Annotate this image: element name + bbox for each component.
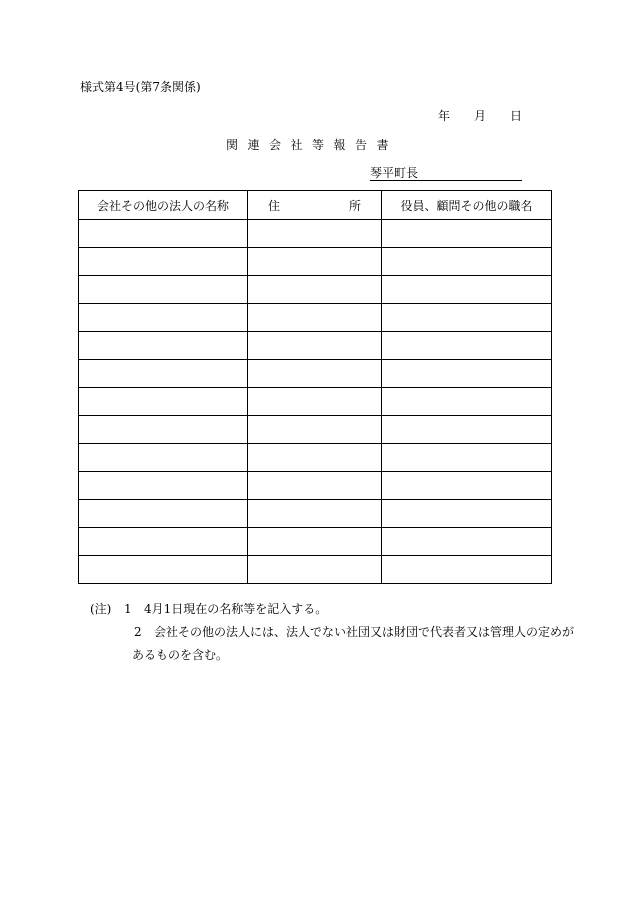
cell-address[interactable] bbox=[248, 556, 382, 584]
note-item bbox=[90, 621, 574, 644]
notes-label: (注) bbox=[90, 602, 112, 616]
table-row bbox=[79, 248, 552, 276]
column-header-officer-title: 役員、顧問その他の職名 bbox=[382, 191, 552, 220]
cell-address[interactable] bbox=[248, 360, 382, 388]
cell-officer-title[interactable] bbox=[382, 360, 552, 388]
table-row bbox=[79, 444, 552, 472]
cell-officer-title[interactable] bbox=[382, 528, 552, 556]
cell-company-name[interactable] bbox=[79, 304, 248, 332]
cell-company-name[interactable] bbox=[79, 500, 248, 528]
table-row bbox=[79, 472, 552, 500]
cell-company-name[interactable] bbox=[79, 220, 248, 248]
notes-section bbox=[90, 598, 574, 667]
table-header-row bbox=[79, 191, 552, 220]
cell-address[interactable] bbox=[248, 220, 382, 248]
column-header-address-part1: 住 bbox=[268, 198, 281, 213]
note-item bbox=[90, 598, 574, 621]
table-row bbox=[79, 304, 552, 332]
table-row bbox=[79, 556, 552, 584]
cell-company-name[interactable] bbox=[79, 332, 248, 360]
cell-company-name[interactable] bbox=[79, 276, 248, 304]
table-row bbox=[79, 388, 552, 416]
cell-officer-title[interactable] bbox=[382, 276, 552, 304]
cell-address[interactable] bbox=[248, 304, 382, 332]
cell-company-name[interactable] bbox=[79, 556, 248, 584]
cell-address[interactable] bbox=[248, 248, 382, 276]
cell-officer-title[interactable] bbox=[382, 472, 552, 500]
cell-address[interactable] bbox=[248, 276, 382, 304]
table-row bbox=[79, 220, 552, 248]
table-row bbox=[79, 332, 552, 360]
cell-address[interactable] bbox=[248, 528, 382, 556]
note-number: 1 bbox=[124, 602, 132, 616]
cell-address[interactable] bbox=[248, 332, 382, 360]
table-row bbox=[79, 528, 552, 556]
cell-company-name[interactable] bbox=[79, 416, 248, 444]
table-row bbox=[79, 360, 552, 388]
note-text: 会社その他の法人には、法人でない社団又は財団で代表者又は管理人の定めが bbox=[154, 625, 575, 639]
column-header-company-name: 会社その他の法人の名称 bbox=[79, 191, 248, 220]
cell-officer-title[interactable] bbox=[382, 556, 552, 584]
cell-officer-title[interactable] bbox=[382, 416, 552, 444]
cell-officer-title[interactable] bbox=[382, 332, 552, 360]
cell-address[interactable] bbox=[248, 416, 382, 444]
cell-company-name[interactable] bbox=[79, 444, 248, 472]
note-continuation bbox=[90, 644, 574, 667]
cell-officer-title[interactable] bbox=[382, 248, 552, 276]
note-number: 2 bbox=[134, 625, 142, 639]
table-row bbox=[79, 276, 552, 304]
column-header-address bbox=[248, 191, 382, 220]
form-number: 様式第4号(第7条関係) bbox=[80, 80, 201, 94]
column-header-address-part2: 所 bbox=[348, 198, 361, 213]
date-year-label: 年 bbox=[438, 109, 451, 123]
cell-company-name[interactable] bbox=[79, 360, 248, 388]
date-line bbox=[438, 107, 522, 124]
cell-address[interactable] bbox=[248, 388, 382, 416]
report-table bbox=[78, 190, 552, 584]
cell-address[interactable] bbox=[248, 500, 382, 528]
cell-officer-title[interactable] bbox=[382, 444, 552, 472]
cell-officer-title[interactable] bbox=[382, 304, 552, 332]
cell-company-name[interactable] bbox=[79, 528, 248, 556]
cell-address[interactable] bbox=[248, 444, 382, 472]
cell-company-name[interactable] bbox=[79, 248, 248, 276]
note-continuation-text: あるものを含む。 bbox=[132, 648, 229, 662]
cell-officer-title[interactable] bbox=[382, 388, 552, 416]
cell-company-name[interactable] bbox=[79, 472, 248, 500]
recipient-line: 琴平町長 bbox=[370, 166, 522, 181]
cell-company-name[interactable] bbox=[79, 388, 248, 416]
date-day-label: 日 bbox=[510, 109, 523, 123]
date-month-label: 月 bbox=[474, 109, 487, 123]
cell-officer-title[interactable] bbox=[382, 500, 552, 528]
cell-address[interactable] bbox=[248, 472, 382, 500]
document-title: 関連会社等報告書 bbox=[226, 138, 399, 152]
table-body bbox=[79, 220, 552, 584]
table-row bbox=[79, 416, 552, 444]
cell-officer-title[interactable] bbox=[382, 220, 552, 248]
table-row bbox=[79, 500, 552, 528]
note-text: 4月1日現在の名称等を記入する。 bbox=[144, 602, 328, 616]
